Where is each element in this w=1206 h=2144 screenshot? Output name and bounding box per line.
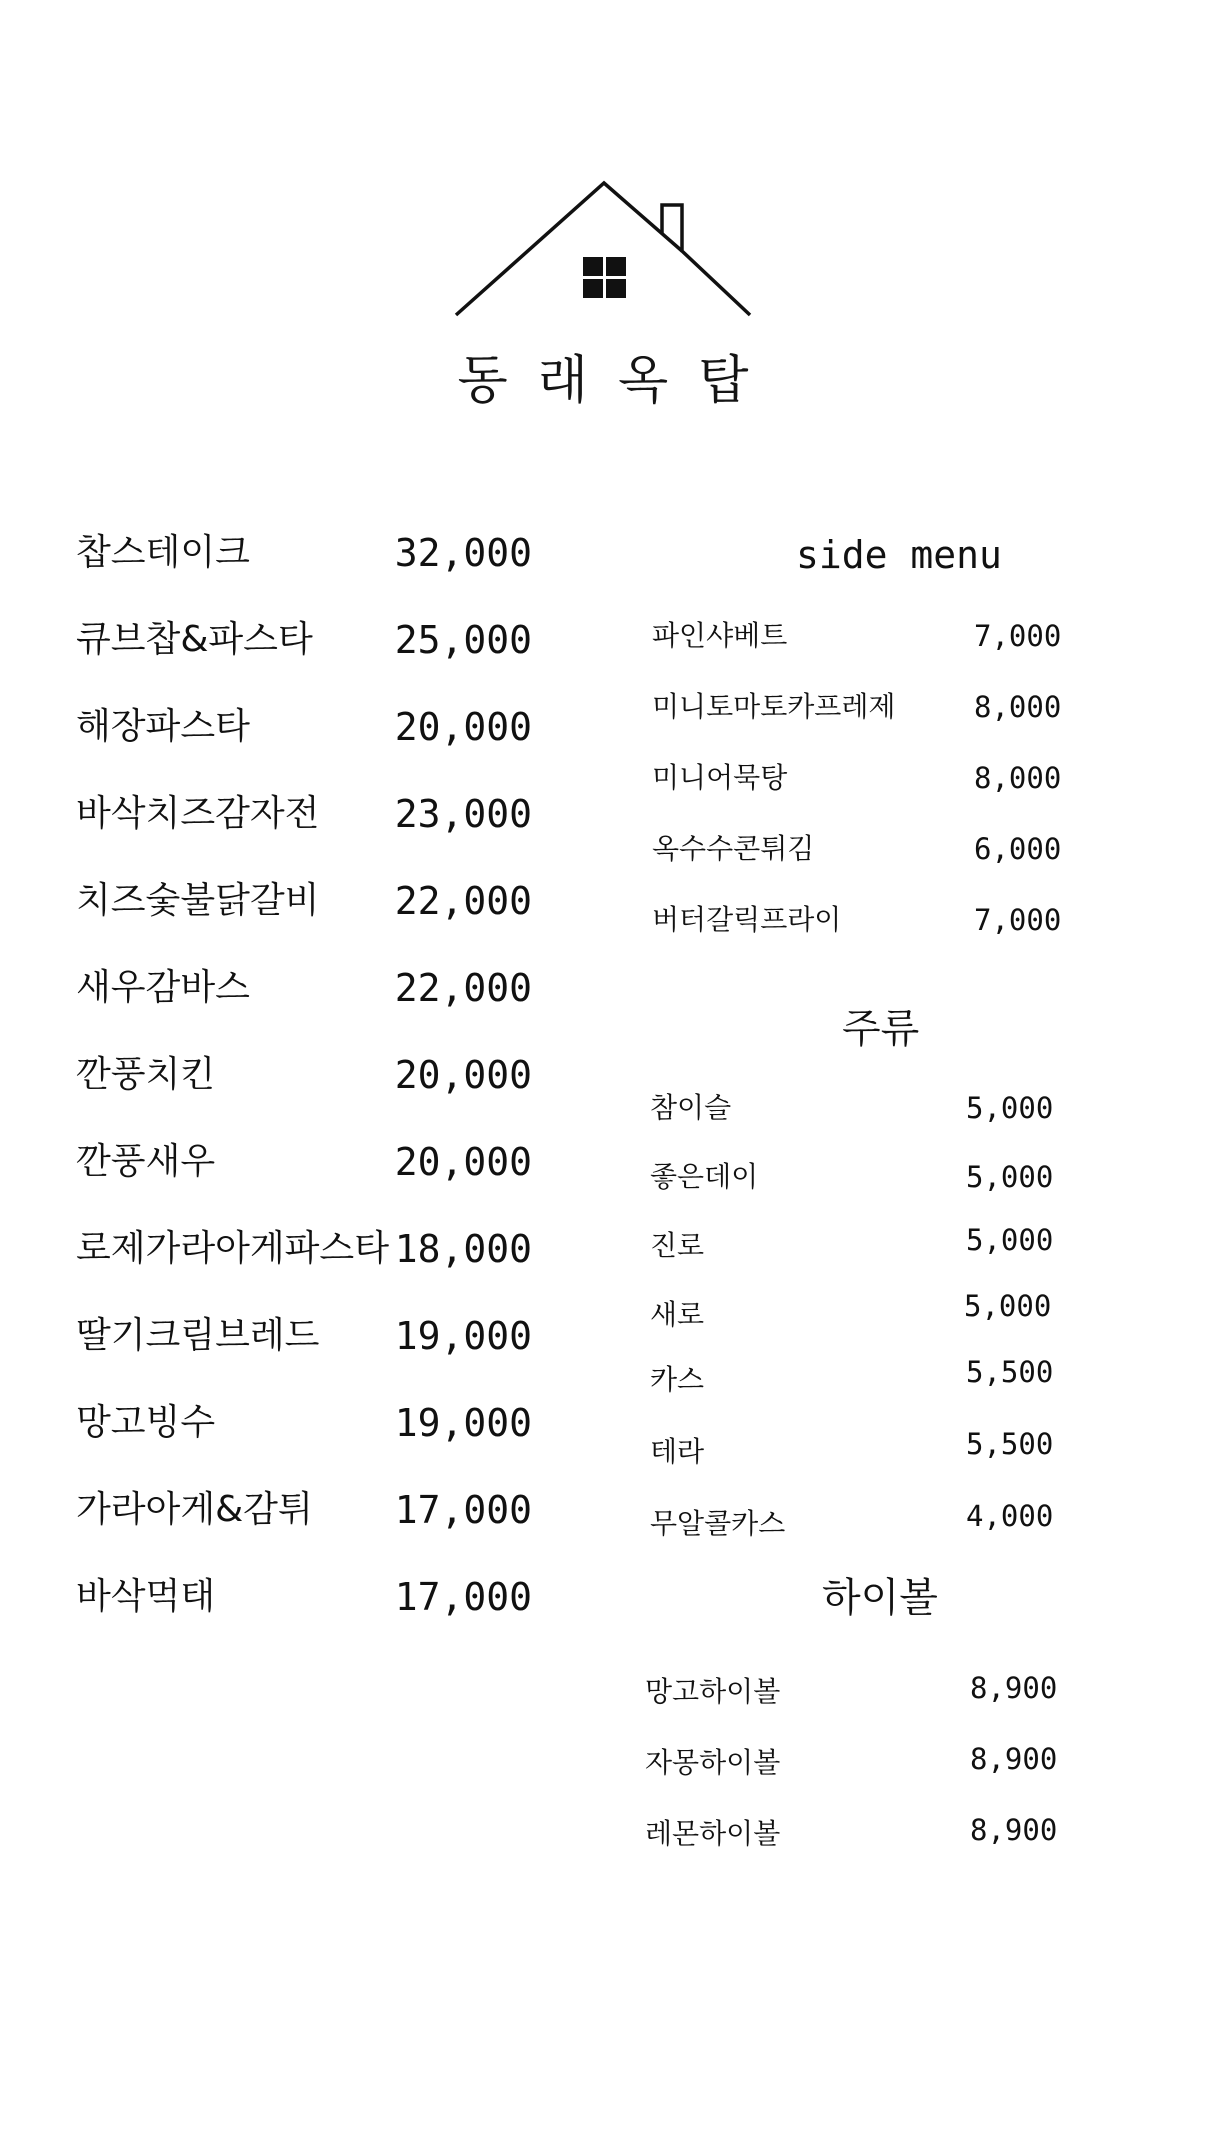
menu-item-price: 22,000 xyxy=(394,966,532,1010)
menu-item-price: 20,000 xyxy=(394,1053,532,1097)
drink-item xyxy=(650,1289,1070,1358)
menu-item-price: 23,000 xyxy=(394,792,532,836)
menu-item xyxy=(76,1307,556,1394)
side-menu-item-price: 7,000 xyxy=(974,619,1062,653)
menu-item xyxy=(76,611,556,698)
highball-list xyxy=(645,1670,1065,1883)
menu-item-price: 32,000 xyxy=(394,531,532,575)
drink-item-name: 무알콜카스 xyxy=(650,1507,786,1540)
menu-item-name: 깐풍새우 xyxy=(76,1141,216,1182)
drink-item xyxy=(650,1427,1070,1502)
drinks-title: 주류 xyxy=(842,1006,920,1052)
menu-item-name: 새우감바스 xyxy=(76,967,250,1008)
side-menu-item-price: 8,000 xyxy=(974,690,1062,724)
menu-item xyxy=(76,1481,556,1568)
side-menu-item-name: 옥수수콘튀김 xyxy=(652,832,815,865)
highball-item-name: 자몽하이볼 xyxy=(645,1746,781,1779)
drink-item-name: 참이슬 xyxy=(650,1091,732,1124)
drink-item-price: 5,000 xyxy=(966,1091,1054,1125)
highball-item-name: 레몬하이볼 xyxy=(645,1817,781,1850)
menu-item-name: 치즈숯불닭갈비 xyxy=(76,880,320,921)
drink-item-price: 5,000 xyxy=(964,1289,1052,1323)
menu-item xyxy=(76,785,556,872)
menu-item-name: 딸기크림브레드 xyxy=(76,1315,320,1356)
menu-item-price: 20,000 xyxy=(394,1140,532,1184)
menu-item-price: 17,000 xyxy=(394,1575,532,1619)
menu-item-name: 찹스테이크 xyxy=(76,532,250,573)
drink-item xyxy=(650,1086,1070,1155)
drink-item-price: 5,500 xyxy=(966,1427,1054,1461)
main-menu-list xyxy=(76,524,556,1655)
side-menu-item-name: 미니토마토카프레제 xyxy=(652,690,896,723)
drink-item xyxy=(650,1355,1070,1430)
menu-item xyxy=(76,872,556,959)
menu-item-name: 바삭먹태 xyxy=(76,1576,216,1617)
menu-item-name: 바삭치즈감자전 xyxy=(76,793,320,834)
menu-item xyxy=(76,1133,556,1220)
highball-item xyxy=(645,1670,1065,1741)
menu-item-price: 25,000 xyxy=(394,618,532,662)
menu-item xyxy=(76,524,556,611)
side-menu-item-name: 미니어묵탕 xyxy=(652,761,788,794)
drink-item-price: 5,000 xyxy=(966,1223,1054,1257)
side-menu-list xyxy=(652,614,1072,969)
menu-item-price: 18,000 xyxy=(394,1227,532,1271)
side-menu-item-name: 파인샤베트 xyxy=(652,619,788,652)
side-menu-item-name: 버터갈릭프라이 xyxy=(652,903,842,936)
menu-item xyxy=(76,959,556,1046)
side-menu-item xyxy=(652,827,1072,898)
highball-item-name: 망고하이볼 xyxy=(645,1675,781,1708)
house-logo-icon xyxy=(450,175,760,335)
menu-item-name: 큐브찹&파스타 xyxy=(76,619,313,660)
side-menu-item xyxy=(652,898,1072,969)
menu-item-name: 로제가라아게파스타 xyxy=(76,1228,389,1269)
drink-item xyxy=(650,1224,1070,1293)
menu-item-price: 22,000 xyxy=(394,879,532,923)
menu-item xyxy=(76,1046,556,1133)
drink-item-name: 테라 xyxy=(650,1435,705,1468)
highball-item-price: 8,900 xyxy=(970,1813,1058,1847)
drink-item-price: 5,500 xyxy=(966,1355,1054,1389)
drink-item-name: 좋은데이 xyxy=(650,1160,759,1193)
menu-item-price: 19,000 xyxy=(394,1401,532,1445)
menu-item-price: 17,000 xyxy=(394,1488,532,1532)
side-menu-title: side menu xyxy=(796,533,1002,577)
side-menu-item xyxy=(652,685,1072,756)
drinks-list xyxy=(650,1086,1070,1574)
side-menu-item xyxy=(652,614,1072,685)
drink-item xyxy=(650,1499,1070,1574)
drink-item-name: 새로 xyxy=(650,1298,705,1331)
side-menu-item-price: 8,000 xyxy=(974,761,1062,795)
drink-item-price: 5,000 xyxy=(966,1160,1054,1194)
menu-item-name: 깐풍치킨 xyxy=(76,1054,216,1095)
highball-item-price: 8,900 xyxy=(970,1671,1058,1705)
menu-item-price: 20,000 xyxy=(394,705,532,749)
side-menu-item-price: 6,000 xyxy=(974,832,1062,866)
drink-item-name: 진로 xyxy=(650,1229,705,1262)
menu-item xyxy=(76,1394,556,1481)
menu-item-name: 망고빙수 xyxy=(76,1402,216,1443)
drink-item-name: 카스 xyxy=(650,1363,705,1396)
menu-item-price: 19,000 xyxy=(394,1314,532,1358)
side-menu-item-price: 7,000 xyxy=(974,903,1062,937)
menu-item-name: 가라아게&감튀 xyxy=(76,1489,313,1530)
highball-item-price: 8,900 xyxy=(970,1742,1058,1776)
menu-item xyxy=(76,1568,556,1655)
menu-item xyxy=(76,698,556,785)
brand-name: 동래옥탑 xyxy=(457,351,779,411)
menu-item xyxy=(76,1220,556,1307)
side-menu-item xyxy=(652,756,1072,827)
highball-item xyxy=(645,1812,1065,1883)
drink-item xyxy=(650,1155,1070,1224)
highball-item xyxy=(645,1741,1065,1812)
drink-item-price: 4,000 xyxy=(966,1499,1054,1533)
menu-item-name: 해장파스타 xyxy=(76,706,250,747)
highball-title: 하이볼 xyxy=(822,1575,938,1621)
